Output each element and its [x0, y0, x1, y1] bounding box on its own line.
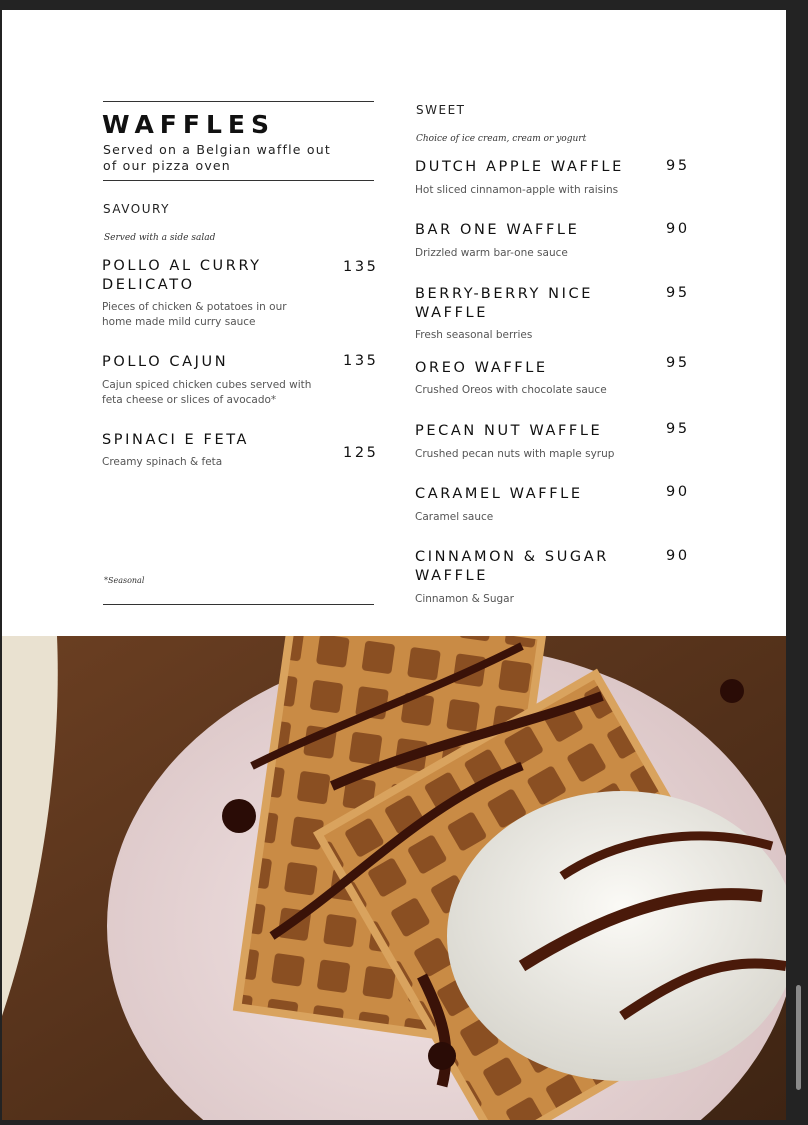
savoury-item-price: 135: [343, 259, 379, 275]
sweet-item-desc: Cinnamon & Sugar: [415, 593, 514, 605]
savoury-item-name: POLLO CAJUN: [102, 354, 229, 370]
savoury-item-name: SPINACI E FETA: [102, 432, 250, 448]
savoury-item-desc: Cajun spiced chicken cubes served with feta cheese or slices of avocado*: [102, 379, 312, 406]
sweet-item-price: 90: [666, 548, 690, 564]
sweet-item-name: PECAN NUT WAFFLE: [415, 423, 603, 439]
sweet-item-price: 95: [666, 355, 690, 371]
savoury-item-desc: Pieces of chicken & potatoes in our home made mild curry sauce: [102, 301, 287, 328]
top-divider: [103, 101, 374, 102]
sweet-item-desc: Fresh seasonal berries: [415, 329, 533, 341]
savoury-item-name: POLLO AL CURRY DELICATO: [102, 258, 262, 293]
sweet-item-desc: Drizzled warm bar-one sauce: [415, 247, 568, 259]
scrollbar-thumb[interactable]: [796, 985, 801, 1090]
menu-page: [2, 10, 786, 1120]
waffle-photo: [2, 636, 786, 1120]
savoury-heading: SAVOURY: [103, 202, 170, 216]
menu-title: WAFFLES: [102, 110, 275, 139]
sweet-item-name: BERRY-BERRY NICE WAFFLE: [415, 286, 593, 321]
sweet-item-desc: Hot sliced cinnamon-apple with raisins: [415, 184, 619, 196]
seasonal-footnote: *Seasonal: [104, 576, 145, 585]
sweet-item-desc: Crushed Oreos with chocolate sauce: [415, 384, 607, 396]
sweet-item-price: 95: [666, 421, 690, 437]
sweet-item-desc: Crushed pecan nuts with maple syrup: [415, 448, 615, 460]
menu-subtitle: Served on a Belgian waffle out of our pizza oven: [103, 142, 331, 173]
sweet-item-price: 90: [666, 484, 690, 500]
sweet-item-name: CINNAMON & SUGAR WAFFLE: [415, 549, 609, 584]
sweet-note: Choice of ice cream, cream or yogurt: [416, 134, 587, 144]
savoury-note: Served with a side salad: [104, 233, 216, 243]
sweet-item-price: 95: [666, 285, 690, 301]
sweet-item-name: CARAMEL WAFFLE: [415, 486, 583, 502]
sweet-item-name: OREO WAFFLE: [415, 360, 548, 376]
sweet-item-desc: Caramel sauce: [415, 511, 494, 523]
savoury-item-desc: Creamy spinach & feta: [102, 456, 223, 468]
sweet-item-name: BAR ONE WAFFLE: [415, 222, 580, 238]
savoury-item-price: 125: [343, 445, 379, 461]
bottom-divider: [103, 604, 374, 605]
sweet-heading: SWEET: [416, 103, 466, 117]
sweet-item-price: 95: [666, 158, 690, 174]
title-divider: [103, 180, 374, 181]
sweet-item-price: 90: [666, 221, 690, 237]
sweet-item-name: DUTCH APPLE WAFFLE: [415, 159, 624, 175]
savoury-item-price: 135: [343, 353, 379, 369]
